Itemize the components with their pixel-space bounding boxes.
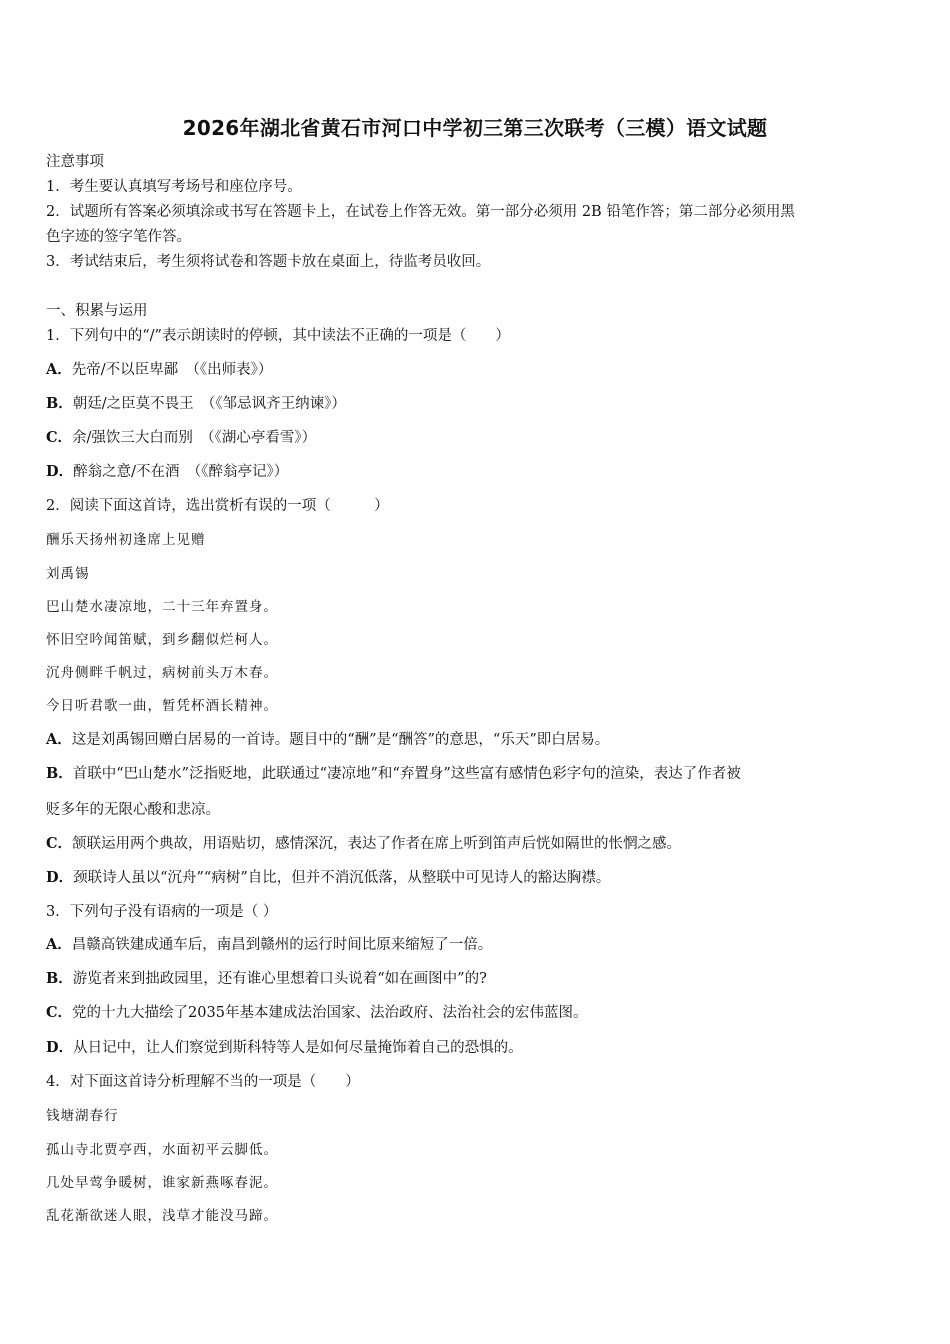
option-text: 从日记中，让人们察觉到斯科特等人是如何尽量掩饰着自己的恐惧的。: [73, 1040, 523, 1056]
poem-author: 刘禹锡: [46, 566, 90, 582]
option-label: D．: [46, 463, 74, 480]
poem-title: 钱塘湖春行: [46, 1108, 119, 1124]
question-3-stem: 3．下列句子没有语病的一项是（ ）: [46, 904, 278, 920]
question-2-option-b-cont: 贬多年的无限心酸和悲凉。: [46, 802, 220, 818]
option-text: 醉翁之意/不在酒 （《醉翁亭记》）: [73, 464, 289, 480]
poem-line: 几处早莺争暖树，谁家新燕啄春泥。: [46, 1175, 278, 1191]
option-label: A．: [46, 361, 72, 378]
question-2-stem: 2．阅读下面这首诗，选出赏析有误的一项（ ）: [46, 498, 389, 514]
page-title: 2026年湖北省黄石市河口中学初三第三次联考（三模）语文试题: [182, 116, 768, 140]
option-label: A．: [46, 936, 72, 953]
notice-heading: 注意事项: [46, 154, 104, 170]
option-label: D．: [46, 869, 74, 886]
notice-item: 3．考试结束后，考生须将试卷和答题卡放在桌面上，待监考员收回。: [46, 254, 491, 270]
question-1-stem: 1．下列句中的“/”表示朗读时的停顿，其中读法不正确的一项是（ ）: [46, 328, 510, 344]
question-3-option-a: [46, 935, 492, 955]
option-text: 颔联运用两个典故，用语贴切，感情深沉，表达了作者在席上听到笛声后恍如隔世的怅惘之感。: [72, 836, 682, 852]
question-2-option-b: [46, 764, 741, 784]
option-text: 首联中“巴山楚水”泛指贬地，此联通过“凄凉地”和“弃置身”这些富有感情色彩字句的渲染，表达了作者被: [72, 766, 741, 782]
poem-line: 巴山楚水凄凉地，二十三年弃置身。: [46, 599, 278, 615]
section-heading: 一、积累与运用: [46, 303, 148, 319]
question-4-stem: 4．对下面这首诗分析理解不当的一项是（ ）: [46, 1074, 360, 1090]
poem-line: 怀旧空吟闻笛赋，到乡翻似烂柯人。: [46, 632, 278, 648]
option-label: B．: [46, 765, 73, 782]
option-text: 党的十九大描绘了2035年基本建成法治国家、法治政府、法治社会的宏伟蓝图。: [72, 1005, 588, 1021]
poem-title: 酬乐天扬州初逢席上见赠: [46, 532, 206, 548]
option-label: D．: [46, 1039, 74, 1056]
poem-line: 沉舟侧畔千帆过，病树前头万木春。: [46, 665, 278, 681]
question-2-option-a: [46, 730, 609, 750]
option-label: C．: [46, 1004, 73, 1021]
option-text: 游览者来到拙政园里，还有谁心里想着口头说着“如在画图中”的?: [72, 971, 487, 987]
question-1-option-c: [46, 428, 316, 448]
option-label: C．: [46, 835, 73, 852]
question-3-option-c: [46, 1003, 587, 1023]
question-1-option-a: [46, 360, 272, 380]
option-text: 这是刘禹锡回赠白居易的一首诗。题目中的“酬”是“酬答”的意思，“乐天”即白居易。: [71, 732, 610, 748]
question-2-option-c: [46, 834, 681, 854]
option-text: 朝廷/之臣莫不畏王 （《邹忌讽齐王纳谏》）: [72, 396, 346, 412]
question-3-option-d: [46, 1038, 523, 1058]
option-text: 余/强饮三大白而别 （《湖心亭看雪》）: [72, 430, 317, 446]
question-1-option-d: [46, 462, 288, 482]
question-3-option-b: [46, 969, 487, 989]
option-text: 颈联诗人虽以“沉舟”“病树”自比，但并不消沉低落，从整联中可见诗人的豁达胸襟。: [73, 870, 611, 886]
option-label: C．: [46, 429, 73, 446]
option-text: 昌赣高铁建成通车后，南昌到赣州的运行时间比原来缩短了一倍。: [71, 937, 493, 953]
poem-line: 乱花渐欲迷人眼，浅草才能没马蹄。: [46, 1208, 278, 1224]
option-label: A．: [46, 731, 72, 748]
question-2-option-d: [46, 868, 610, 888]
notice-item: 2．试题所有答案必须填涂或书写在答题卡上，在试卷上作答无效。第一部分必须用 2B 铅笔作答；第二部分必须用黑: [46, 204, 795, 220]
poem-line: 今日听君歌一曲，暂凭杯酒长精神。: [46, 698, 278, 714]
question-1-option-b: [46, 394, 346, 414]
poem-line: 孤山寺北贾亭西，水面初平云脚低。: [46, 1142, 278, 1158]
notice-item: 色字迹的签字笔作答。: [46, 229, 191, 245]
notice-item: 1．考生要认真填写考场号和座位序号。: [46, 179, 302, 195]
option-label: B．: [46, 395, 73, 412]
option-text: 先帝/不以臣卑鄙 （《出师表》）: [71, 362, 273, 378]
option-label: B．: [46, 970, 73, 987]
